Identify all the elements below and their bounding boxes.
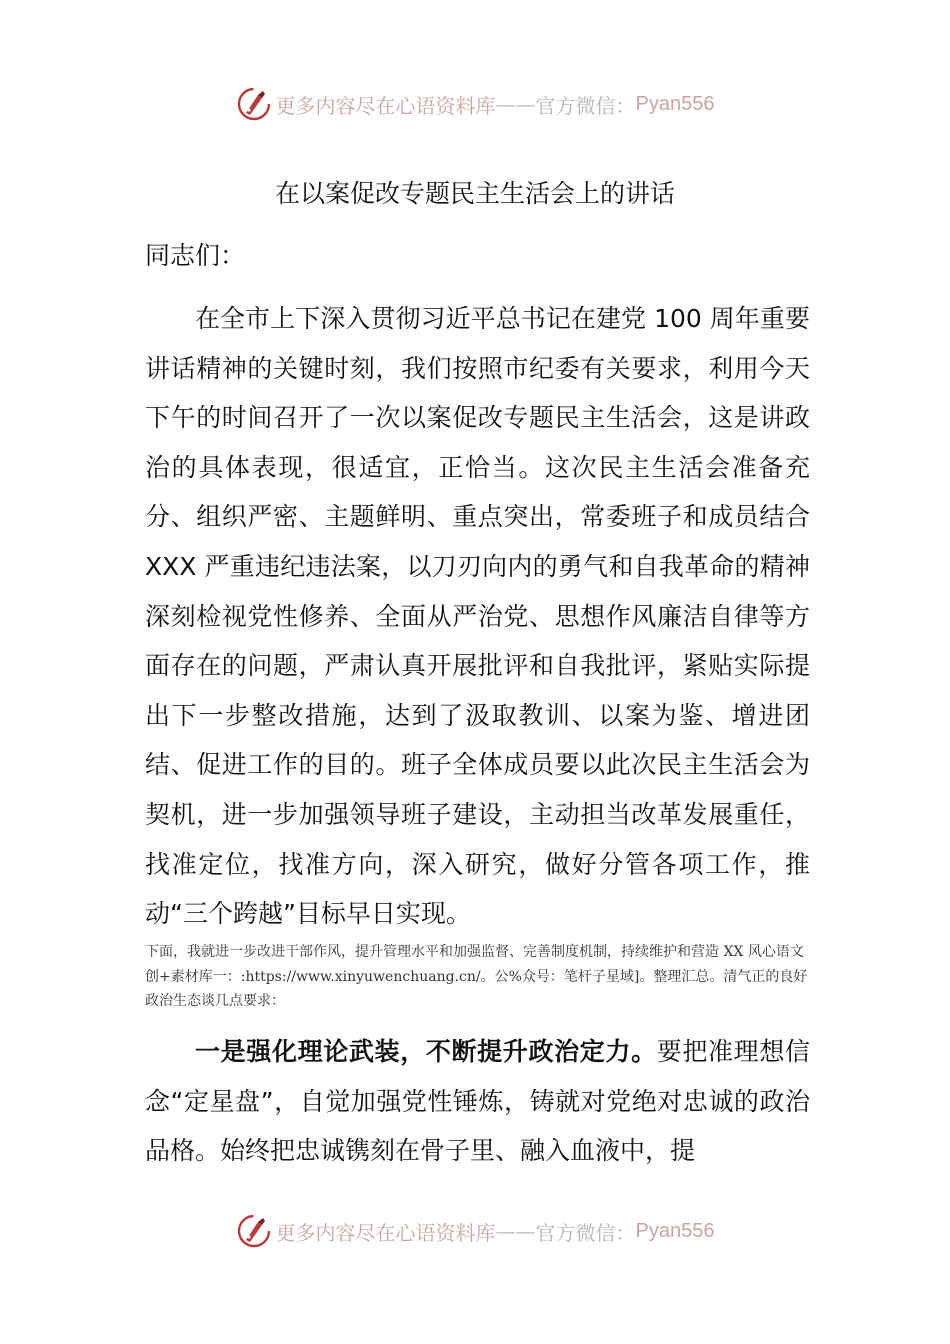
footer-watermark-banner	[0, 1211, 950, 1251]
document-title: 在以案促改专题民主生活会上的讲话	[274, 179, 675, 208]
banner-dash: ——	[495, 1219, 536, 1243]
body-paragraph: 在全市上下深入贯彻习近平总书记在建党 100 周年重要讲话精神的关键时刻，我们按照市纪委有关要求，利用今天下午的时间召开了一次以案促改专题民主生活会，这是讲政治的具体表现，很适宜，正恰当。这次民主生活会准备充分、组织严密、主题鲜明、重点突出，常委班子和成员结合 XXX 严重违纪违法案，以刀刃向内的勇气和自我革命的精神深刻检视党性修养、全面从严治党、思想作风廉洁自律等方面存在的问题，严肃认真开展批评和自我批评，紧贴实际提出下一步整改措施，达到了汲取教训、以案为鉴、增进团结、促进工作的目的。班子全体成员要以此次民主生活会为契机，进一步加强领导班子建设，主动担当改革发展重任，找准定位，找准方向，深入研究，做好分管各项工作，推动“三个跨越”目标早日实现。	[145, 304, 810, 929]
banner-site-text: 更多内容尽在心语资料库	[275, 93, 496, 118]
greeting-line: 同志们：	[145, 241, 246, 270]
banner-dash: ——	[495, 92, 536, 116]
banner-site-text: 更多内容尽在心语资料库	[275, 1220, 496, 1245]
banner-wechat-id: Pyan556	[635, 1219, 715, 1242]
inserted-note: 下面，我就进一步改进干部作风，提升管理水平和加强监督、完善制度机制，持续维护和营造 XX 风心语文创+素材库一：:https://www.xinyuwenchuang.cn/。公%众号：笔杆子星域]。整理汇总。清气正的良好政治生态谈几点要求：	[145, 944, 808, 1009]
point-body: 要把准理想信念“定星盘”，自觉加强党性锤炼，铸就对党绝对忠诚的政治品格。始终把忠诚镌刻在骨子里、融入血液中，提	[145, 1037, 810, 1166]
body-paragraph-point-one	[145, 1027, 810, 1176]
header-watermark-banner	[0, 84, 950, 124]
banner-wechat-label: 官方微信：	[535, 1220, 636, 1245]
fountain-pen-logo-icon	[236, 86, 272, 122]
fountain-pen-logo-icon	[236, 1213, 272, 1249]
banner-wechat-label: 官方微信：	[535, 93, 636, 118]
point-heading: 一是强化理论武装，不断提升政治定力。	[195, 1037, 657, 1066]
banner-wechat-id: Pyan556	[635, 92, 715, 115]
